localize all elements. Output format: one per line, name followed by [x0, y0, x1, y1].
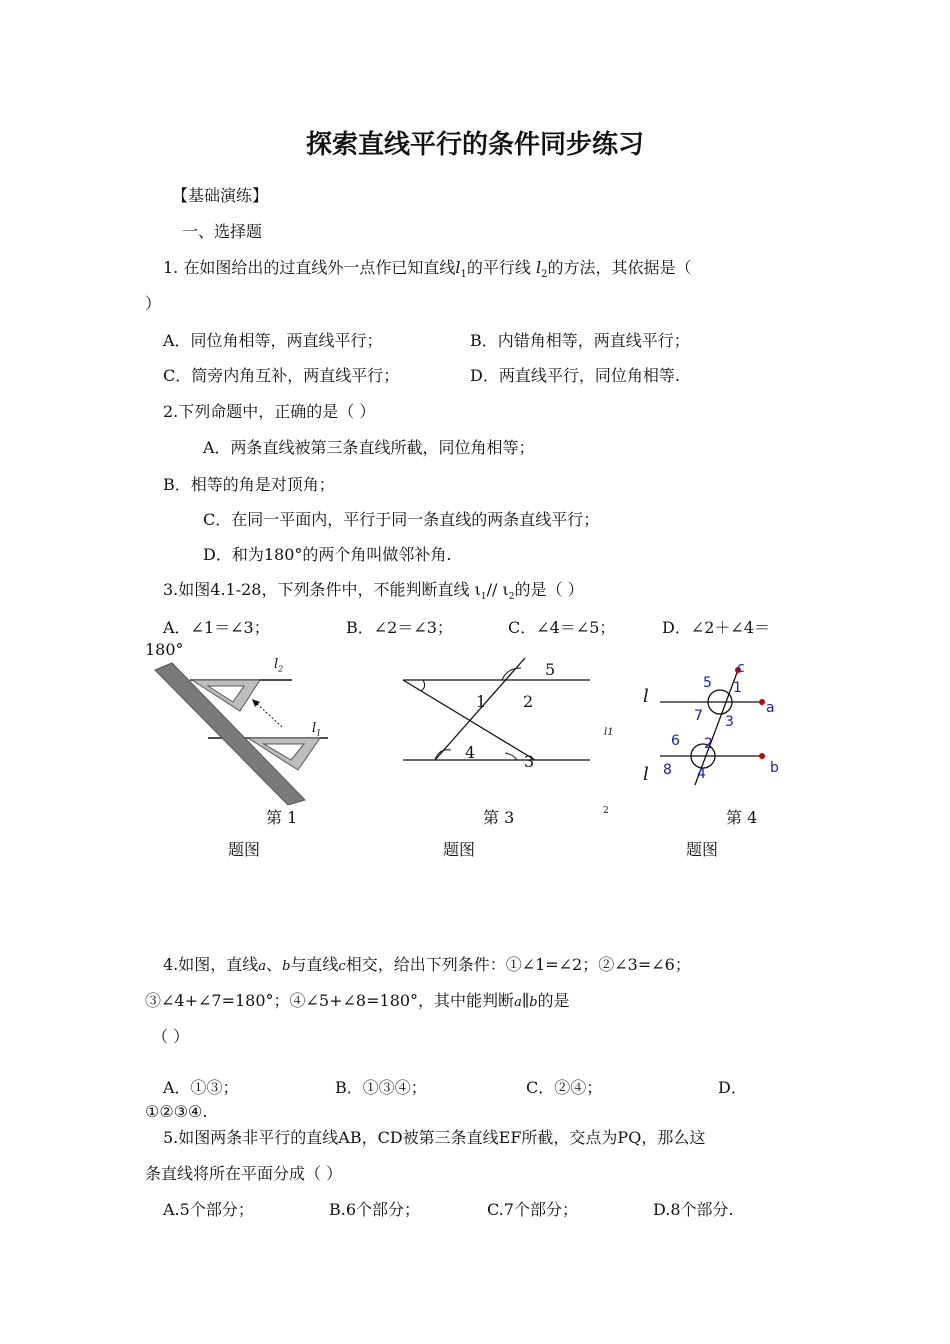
fig3-side-l1: l1 [604, 727, 614, 738]
q4-sep: 、 [266, 955, 283, 974]
fig4-label-7: 7 [694, 708, 703, 724]
q4-option-c: C．②④； [526, 1078, 603, 1097]
fig4-label-1: 1 [733, 680, 742, 696]
q1-l1: l [455, 258, 461, 277]
q5-stem: 5.如图两条非平行的直线AB，CD被第三条直线EF所截，交点为PQ，那么这 [163, 1128, 706, 1147]
fig3-label-3: 3 [524, 752, 535, 771]
fig3-label-2: 2 [523, 692, 534, 711]
q3-option-b: B．∠2＝∠3； [346, 618, 453, 637]
q1-stem-end: ） [145, 294, 162, 313]
q3-stem [163, 580, 584, 607]
q1-option-d: D．两直线平行，同位角相等. [470, 366, 680, 385]
q3-l1: ι [474, 580, 481, 599]
q4-line2-a: ③∠4+∠7=180°；④∠5+∠8=180°，其中能判断 [145, 991, 515, 1010]
fig4-left-label-1: l [643, 686, 649, 707]
fig4-caption-1: 第 4 [726, 808, 758, 827]
fig3-label-5: 5 [545, 660, 556, 679]
fig4-label-a: a [766, 700, 775, 716]
q5-option-a: A.5个部分； [163, 1200, 254, 1219]
fig3-caption-1: 第 3 [483, 808, 515, 827]
fig4-label-2: 2 [704, 736, 713, 752]
q3-l2-sub: 2 [508, 592, 515, 603]
q2-option-d: D．和为180°的两个角叫做邻补角. [203, 545, 452, 564]
q4-var-b2: b [529, 995, 538, 1010]
q1-text-a: 1. 在如图给出的过直线外一点作已知直线 [163, 258, 456, 277]
q1-option-a: A．同位角相等，两直线平行； [163, 331, 383, 350]
q4-paren: （ ） [152, 1027, 190, 1046]
part-heading: 一、选择题 [182, 222, 263, 241]
fig1-label-l2: $l_2$ [274, 657, 284, 674]
q5-option-b: B.6个部分； [329, 1200, 421, 1219]
q4-var-b: b [282, 959, 291, 974]
q4-option-a: A．①③； [163, 1078, 239, 1097]
q1-l2: l [535, 258, 542, 277]
fig1-caption-1: 第 1 [266, 808, 298, 827]
q3-text-a: 3.如图4.1-28，下列条件中，不能判断直线 [163, 580, 470, 599]
q4-option-d-cont: ①②③④. [145, 1102, 208, 1121]
q4-parallel: ∥ [521, 991, 530, 1010]
q4-stem [163, 955, 691, 977]
q3-option-d-cont: 180° [145, 640, 184, 659]
q4-var-c: c [338, 959, 346, 974]
fig4-left-label-2: l [643, 764, 649, 785]
q1-option-b: B．内错角相等，两直线平行； [470, 331, 690, 350]
figure-3 [395, 650, 605, 780]
q4-option-d: D． [718, 1078, 747, 1097]
q4-text-b: 与直线 [290, 955, 339, 974]
q1-l2-sub: 2 [541, 269, 548, 281]
q2-stem: 2.下列命题中，正确的是（ ） [163, 402, 376, 421]
q3-text-b: 的是（ ） [514, 580, 584, 599]
section-heading: 【基础演练】 [172, 186, 269, 205]
q4-var-a2: a [514, 995, 522, 1010]
q4-var-a: a [258, 959, 267, 974]
q4-text-c: 相交，给出下列条件：①∠1=∠2；②∠3=∠6； [345, 955, 691, 974]
q4-stem-line2 [145, 991, 570, 1013]
q3-l1-sub: 1 [480, 592, 487, 603]
fig1-caption-2: 题图 [228, 840, 261, 859]
fig3-angle-arc-left [421, 680, 425, 691]
fig4-label-4: 4 [697, 766, 706, 782]
page-title: 探索直线平行的条件同步练习 [305, 130, 644, 160]
fig4-label-5: 5 [703, 675, 712, 691]
q1-l1-sub: 1 [460, 269, 467, 281]
q5-option-c: C.7个部分； [487, 1200, 578, 1219]
fig3-label-4: 4 [465, 743, 476, 762]
q2-option-c: C．在同一平面内，平行于同一条直线的两条直线平行； [203, 510, 600, 529]
q4-text-a: 4.如图，直线 [163, 955, 259, 974]
fig3-side-2: 2 [603, 806, 609, 816]
q1-stem [163, 258, 691, 285]
q1-text-c: 的方法，其依据是（ [547, 258, 692, 277]
fig1-arrow-head [252, 699, 260, 707]
q3-parallel: // [486, 580, 498, 599]
fig4-caption-2: 题图 [686, 840, 719, 859]
q2-option-b: B．相等的角是对顶角； [163, 475, 335, 494]
q4-option-b: B．①③④； [335, 1078, 427, 1097]
fig1-arrow [254, 701, 282, 727]
q3-option-c: C．∠4＝∠5； [508, 618, 616, 637]
q4-line2-b: 的是 [537, 991, 570, 1010]
q3-option-d: D．∠2＋∠4＝ [662, 618, 771, 637]
fig4-label-3: 3 [725, 714, 734, 730]
q1-option-c: C．筒旁内角互补，两直线平行； [163, 366, 400, 385]
fig4-point-a [759, 699, 765, 705]
q5-stem-line2: 条直线将所在平面分成（ ） [145, 1164, 343, 1183]
q3-option-a: A．∠1＝∠3； [163, 618, 270, 637]
fig3-caption-2: 题图 [443, 840, 476, 859]
fig3-label-1: 1 [476, 692, 487, 711]
fig4-label-6: 6 [671, 733, 680, 749]
fig3-angle-arc-bottom-right [505, 753, 517, 760]
fig4-label-8: 8 [663, 762, 672, 778]
fig4-point-b [759, 753, 765, 759]
q5-option-d: D.8个部分. [653, 1200, 734, 1219]
q2-option-a: A．两条直线被第三条直线所截，同位角相等； [203, 438, 535, 457]
q1-text-b: 的平行线 [466, 258, 531, 277]
fig4-label-b: b [770, 760, 779, 776]
fig1-label-l1: $l_1$ [312, 721, 322, 738]
fig4-label-c: c [737, 660, 745, 676]
q3-l2: ι [502, 580, 509, 599]
